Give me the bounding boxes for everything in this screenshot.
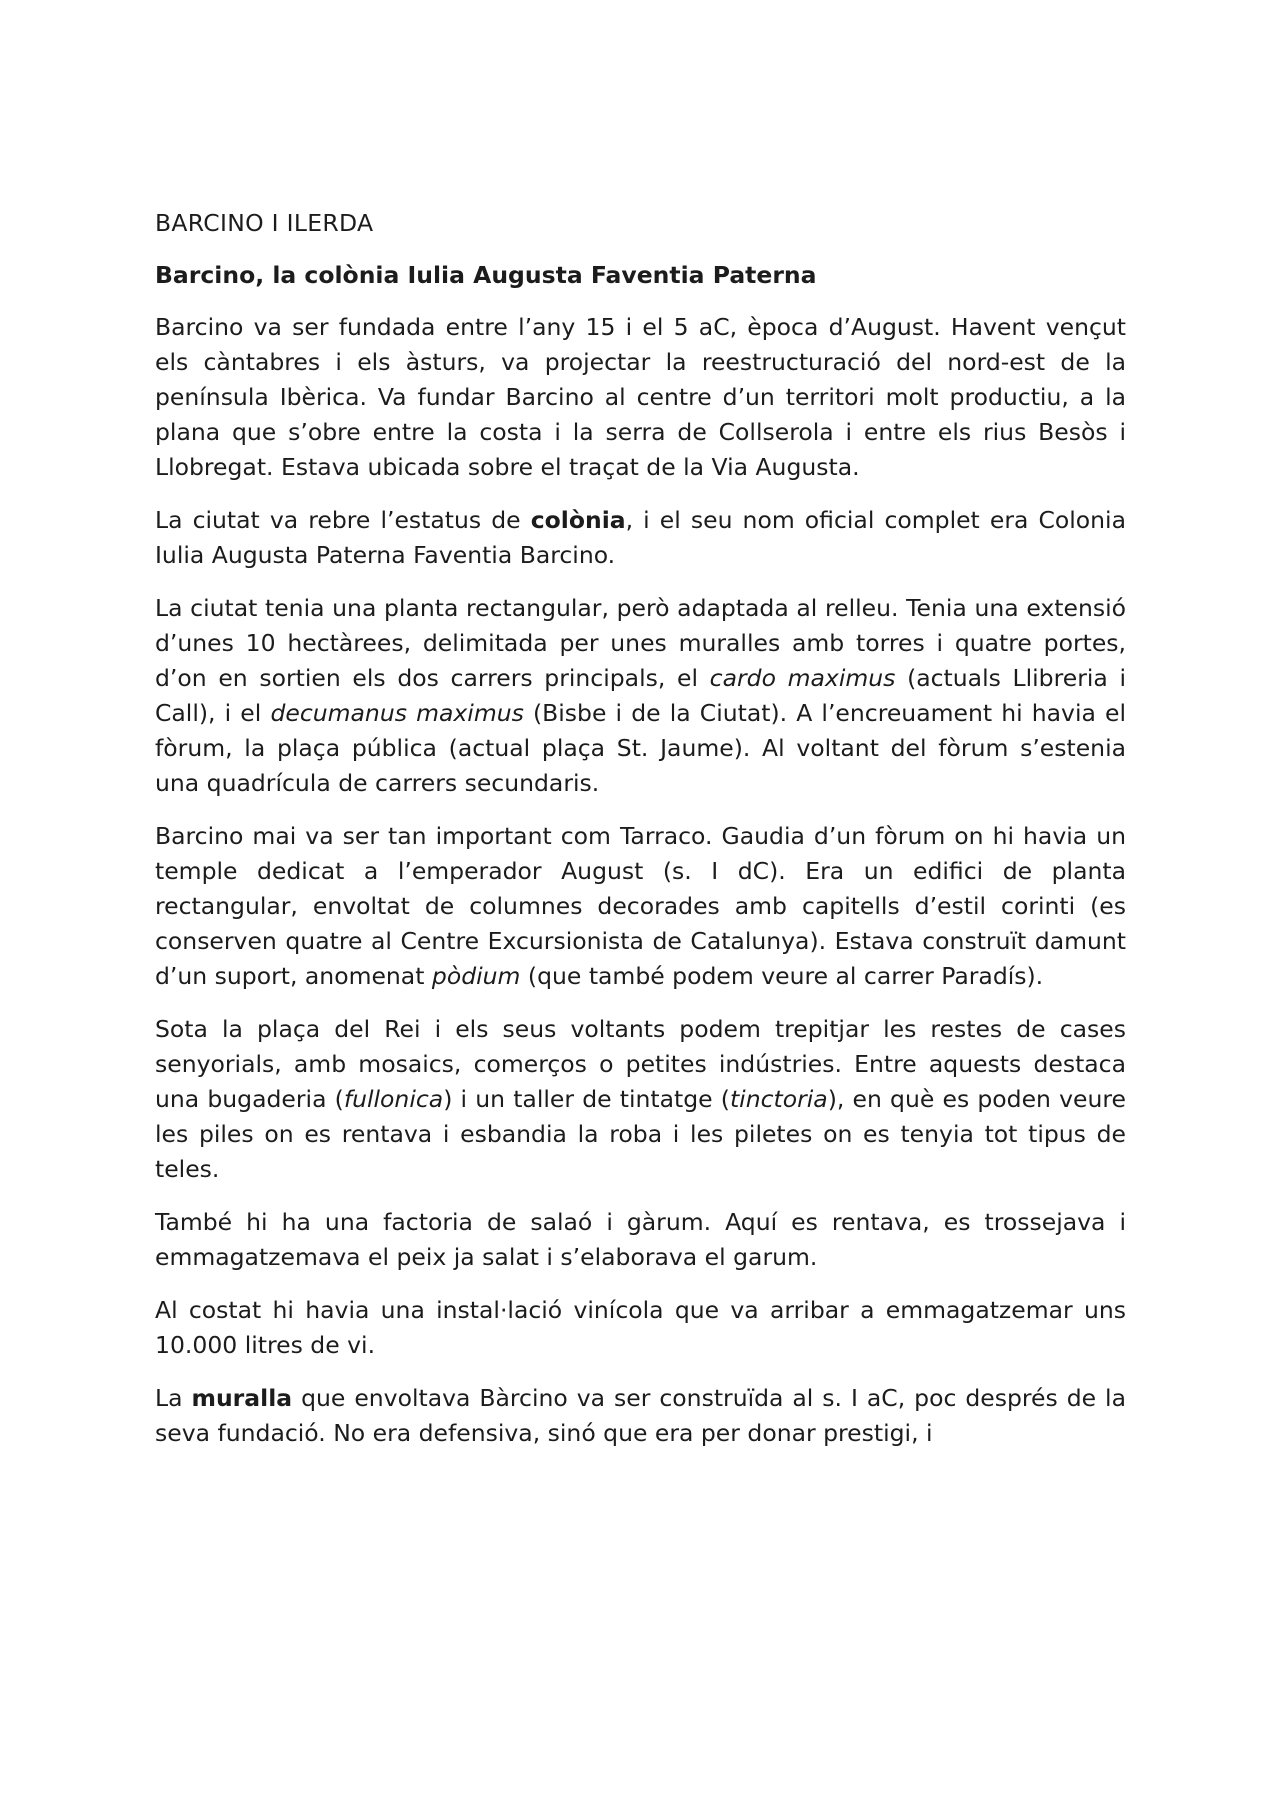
text-run: Barcino mai va ser tan important com Tarraco. Gaudia d’un fòrum on hi havia un temple dedicat a l’emperador August (s. I dC). Era un edifici de planta rectangular, envoltat de columnes decorades amb capitells d’estil corinti (es conserven quatre al Centre Excursionista de Catalunya). Estava construït damunt d’un suport, anomenat: [155, 822, 1126, 990]
paragraph: [155, 1381, 1126, 1451]
emphasis-italic: cardo maximus: [709, 664, 896, 692]
emphasis-italic: tinctoria: [729, 1085, 828, 1113]
paragraph: [155, 310, 1126, 485]
text-run: També hi ha una factoria de salaó i gàrum. Aquí es rentava, es trossejava i emmagatzemava el peix ja salat i s’elaborava el garum.: [155, 1208, 1126, 1271]
section-heading: Barcino, la colònia Iulia Augusta Faventia Paterna: [155, 261, 817, 289]
emphasis-italic: decumanus maximus: [270, 699, 524, 727]
paragraph: [155, 503, 1126, 573]
text-run: Sota la plaça del Rei i els seus voltants podem trepitjar les restes de cases senyorials, amb mosaics, comerços o petites indústries. Entre aquests destaca una bugaderia (: [155, 1015, 1126, 1113]
paragraph: [155, 1012, 1126, 1187]
document-title: BARCINO I ILERDA: [155, 209, 374, 237]
emphasis-italic: pòdium: [431, 962, 521, 990]
text-run: ) i un taller de tintatge (: [443, 1085, 730, 1113]
text-run: La ciutat tenia una planta rectangular, però adaptada al relleu. Tenia una extensió d’unes 10 hectàrees, delimitada per unes muralles amb torres i quatre portes, d’on en sortien els dos carrers principals, el: [155, 594, 1126, 692]
emphasis-bold: muralla: [191, 1384, 293, 1412]
text-run: La ciutat va rebre l’estatus de: [155, 506, 531, 534]
text-run: que envoltava Bàrcino va ser construïda al s. I aC, poc després de la seva fundació. No era defensiva, sinó que era per donar prestigi, i: [155, 1384, 1126, 1447]
text-run: (que també podem veure al carrer Paradís).: [520, 962, 1044, 990]
text-run: ), en què es poden veure les piles on es rentava i esbandia la roba i les piletes on es tenyia tot tipus de teles.: [155, 1085, 1126, 1183]
paragraph: [155, 591, 1126, 801]
paragraph: [155, 819, 1126, 994]
text-run: Al costat hi havia una instal·lació vinícola que va arribar a emmagatzemar uns 10.000 litres de vi.: [155, 1296, 1126, 1359]
emphasis-italic: fullonica: [343, 1085, 444, 1113]
text-run: (actuals Llibreria i Call), i el: [155, 664, 1126, 727]
text-run: , i el seu nom oficial complet era Colonia Iulia Augusta Paterna Faventia Barcino.: [155, 506, 1126, 569]
paragraph: [155, 1293, 1126, 1363]
emphasis-bold: colònia: [530, 506, 626, 534]
text-run: La: [155, 1384, 192, 1412]
text-run: Barcino va ser fundada entre l’any 15 i el 5 aC, època d’August. Havent vençut els càntabres i els àsturs, va projectar la reestructuració del nord-est de la península Ibèrica. Va fundar Barcino al centre d’un territori molt productiu, a la plana que s’obre entre la costa i la serra de Collserola i entre els rius Besòs i Llobregat. Estava ubicada sobre el traçat de la Via Augusta.: [155, 313, 1126, 481]
paragraph: [155, 1205, 1126, 1275]
document-page: [155, 206, 1126, 1469]
body-text: [155, 310, 1126, 1451]
text-run: (Bisbe i de la Ciutat). A l’encreuament hi havia el fòrum, la plaça pública (actual plaça St. Jaume). Al voltant del fòrum s’estenia una quadrícula de carrers secundaris.: [155, 699, 1126, 797]
